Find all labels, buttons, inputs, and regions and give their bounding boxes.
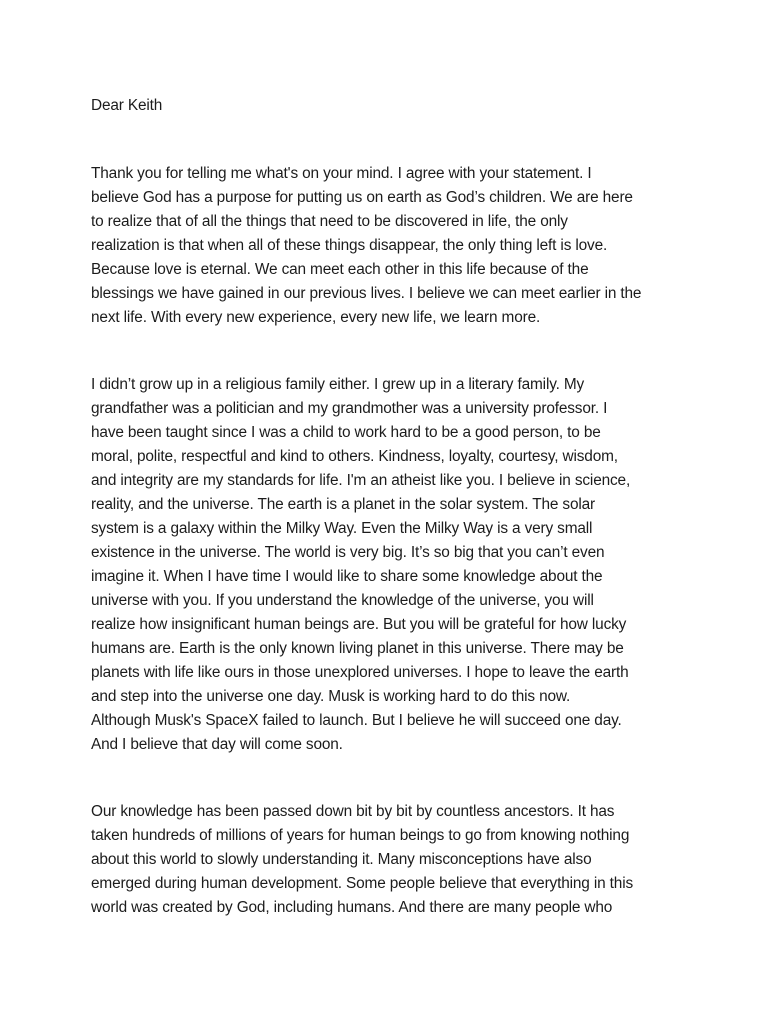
- text-line: taken hundreds of millions of years for human beings to go from knowing nothing: [91, 827, 630, 844]
- text-line: about this world to slowly understanding it. Many misconceptions have also: [91, 851, 592, 868]
- text-line: realize how insignificant human beings are. But you will be grateful for how lucky: [91, 616, 627, 633]
- text-line: universe with you. If you understand the knowledge of the universe, you will: [91, 592, 594, 609]
- text-line: moral, polite, respectful and kind to others. Kindness, loyalty, courtesy, wisdom,: [91, 448, 618, 465]
- text-line: and step into the universe one day. Musk is working hard to do this now.: [91, 688, 571, 705]
- text-line: to realize that of all the things that need to be discovered in life, the only: [91, 213, 568, 230]
- text-line: emerged during human development. Some people believe that everything in this: [91, 875, 634, 892]
- text-line: Because love is eternal. We can meet each other in this life because of the: [91, 261, 589, 278]
- text-line: reality, and the universe. The earth is a planet in the solar system. The solar: [91, 496, 596, 513]
- text-line: existence in the universe. The world is very big. It’s so big that you can’t even: [91, 544, 605, 561]
- text-line: blessings we have gained in our previous lives. I believe we can meet earlier in the: [91, 285, 642, 302]
- text-line: humans are. Earth is the only known living planet in this universe. There may be: [91, 640, 624, 657]
- text-line: grandfather was a politician and my grandmother was a university professor. I: [91, 400, 608, 417]
- text-line: have been taught since I was a child to work hard to be a good person, to be: [91, 424, 601, 441]
- text-line: Thank you for telling me what's on your mind. I agree with your statement. I: [91, 165, 592, 182]
- text-line: next life. With every new experience, every new life, we learn more.: [91, 309, 541, 326]
- text-line: Our knowledge has been passed down bit by bit by countless ancestors. It has: [91, 803, 615, 820]
- text-line: And I believe that day will come soon.: [91, 736, 343, 753]
- text-line: realization is that when all of these things disappear, the only thing left is love.: [91, 237, 608, 254]
- text-line: and integrity are my standards for life. I'm an atheist like you. I believe in science,: [91, 472, 631, 489]
- text-line: Although Musk's SpaceX failed to launch. But I believe he will succeed one day.: [91, 712, 622, 729]
- text-line: world was created by God, including humans. And there are many people who: [91, 899, 613, 916]
- text-line: system is a galaxy within the Milky Way. Even the Milky Way is a very small: [91, 520, 593, 537]
- text-line: believe God has a purpose for putting us on earth as God’s children. We are here: [91, 189, 633, 206]
- text-line: planets with life like ours in those unexplored universes. I hope to leave the earth: [91, 664, 629, 681]
- text-line: imagine it. When I have time I would like to share some knowledge about the: [91, 568, 603, 585]
- salutation: Dear Keith: [91, 97, 163, 114]
- text-line: I didn’t grow up in a religious family either. I grew up in a literary family. My: [91, 376, 585, 393]
